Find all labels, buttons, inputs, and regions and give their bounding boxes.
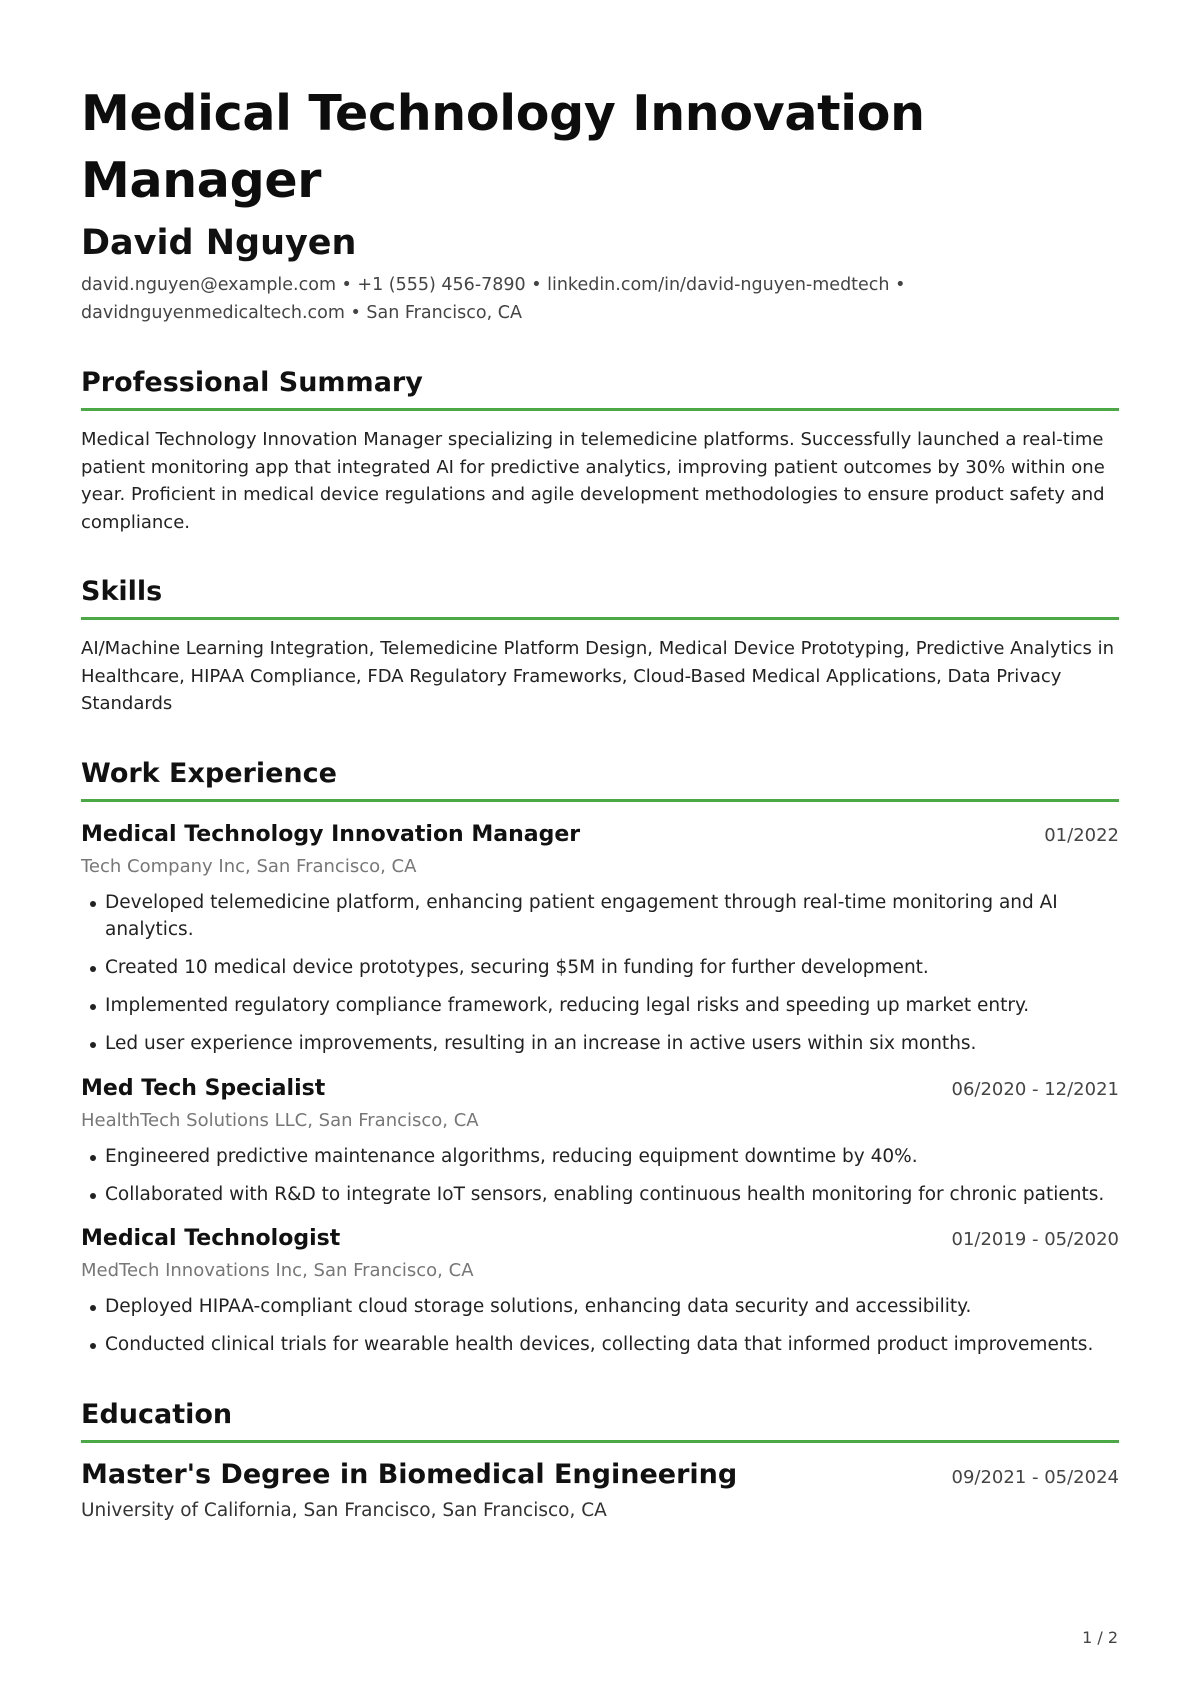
contact-line-2: davidnguyenmedicaltech.com • San Francisco, CA	[81, 303, 522, 323]
skills-text: AI/Machine Learning Integration, Telemedicine Platform Design, Medical Device Prototyping, Predictive Analytics in Healthcare, HIPAA Compliance, FDA Regulatory Frameworks, Cloud-Based Medical Applications, Data Privacy Standards	[81, 638, 1115, 714]
job-header	[81, 1222, 1119, 1255]
job-bullet: Developed telemedicine platform, enhancing patient engagement through real-time monitoring and AI analytics.	[81, 889, 1119, 944]
experience-heading: Work Experience	[81, 756, 1119, 802]
job-entry	[81, 1072, 1119, 1209]
job-title: Medical Technologist	[81, 1226, 341, 1251]
job-date: 01/2022	[1044, 824, 1119, 846]
skills-section	[81, 574, 1119, 718]
job-title: Med Tech Specialist	[81, 1075, 326, 1101]
job-list	[81, 818, 1119, 1359]
job-date: 06/2020 - 12/2021	[951, 1078, 1119, 1100]
job-company: Tech Company Inc, San Francisco, CA	[81, 855, 417, 877]
job-bullets	[81, 1293, 1119, 1359]
job-company: HealthTech Solutions LLC, San Francisco, CA	[81, 1109, 479, 1131]
job-header	[81, 818, 1119, 851]
education-heading: Education	[81, 1397, 1119, 1443]
education-section	[81, 1397, 1119, 1525]
resume-title: Medical Technology Innovation Manager	[81, 85, 925, 209]
education-header	[81, 1457, 1119, 1493]
job-date: 01/2019 - 05/2020	[951, 1229, 1119, 1250]
contact-line-1: david.nguyen@example.com • +1 (555) 456-7890 • linkedin.com/in/david-nguyen-medtech •	[81, 275, 906, 295]
job-bullet: Led user experience improvements, resulting in an increase in active users within six months.	[81, 1030, 1119, 1058]
page-number: 1 / 2	[1082, 1628, 1118, 1647]
skills-heading: Skills	[81, 574, 1119, 620]
job-entry	[81, 818, 1119, 1058]
job-bullet: Deployed HIPAA-compliant cloud storage solutions, enhancing data security and accessibility.	[81, 1293, 1119, 1321]
education-entry	[81, 1457, 1119, 1525]
job-bullet: Implemented regulatory compliance framework, reducing legal risks and speeding up market entry.	[81, 992, 1119, 1020]
job-company: MedTech Innovations Inc, San Francisco, CA	[81, 1260, 474, 1281]
job-entry	[81, 1222, 1119, 1359]
summary-heading: Professional Summary	[81, 365, 1119, 411]
education-date: 09/2021 - 05/2024	[951, 1466, 1119, 1488]
education-school: University of California, San Francisco, San Francisco, CA	[81, 1499, 607, 1521]
degree-title: Master's Degree in Biomedical Engineering	[81, 1458, 738, 1490]
summary-section	[81, 365, 1119, 536]
job-bullets	[81, 1143, 1119, 1209]
job-bullet: Engineered predictive maintenance algorithms, reducing equipment downtime by 40%.	[81, 1143, 1119, 1171]
job-header	[81, 1072, 1119, 1105]
job-bullet: Created 10 medical device prototypes, securing $5M in funding for further development.	[81, 954, 1119, 982]
experience-section	[81, 756, 1119, 1359]
job-bullets	[81, 889, 1119, 1058]
job-bullet: Collaborated with R&D to integrate IoT sensors, enabling continuous health monitoring for chronic patients.	[81, 1181, 1119, 1209]
contact-info	[81, 271, 1119, 327]
job-bullet: Conducted clinical trials for wearable health devices, collecting data that informed product improvements.	[81, 1331, 1119, 1359]
candidate-name: David Nguyen	[81, 223, 357, 263]
resume-page	[81, 80, 1119, 1525]
summary-text: Medical Technology Innovation Manager specializing in telemedicine platforms. Successfully launched a real-time patient monitoring app that integrated AI for predictive analytics, improving patient outcomes by 30% within one year. Proficient in medical device regulations and agile development methodologies to ensure product safety and compliance.	[81, 429, 1105, 533]
job-title: Medical Technology Innovation Manager	[81, 821, 581, 847]
